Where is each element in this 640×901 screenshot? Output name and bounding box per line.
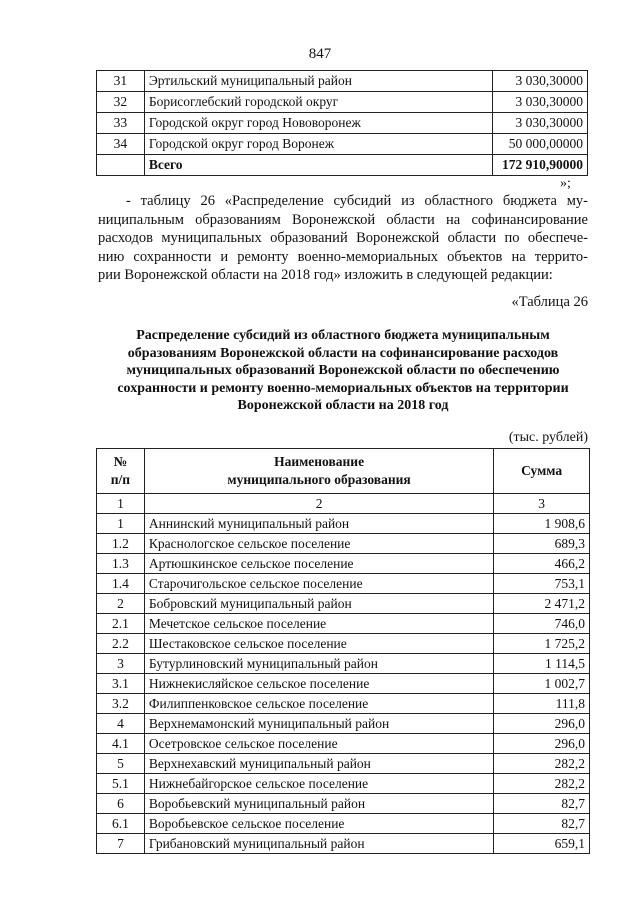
row-amount: 82,7	[494, 814, 590, 834]
row-number: 32	[97, 92, 145, 113]
row-amount: 50 000,00000	[493, 134, 588, 155]
row-number: 4.1	[97, 734, 145, 754]
table-row	[97, 794, 590, 814]
row-name: Верхнемамонский муниципальный район	[144, 714, 493, 734]
row-amount: 282,2	[494, 774, 590, 794]
heading-line: Воронежской области на 2018 год	[237, 398, 449, 414]
table-row	[97, 71, 588, 92]
row-amount: 296,0	[494, 714, 590, 734]
paragraph-line: ниципальным образованиям Воронежской области на софинансирование	[98, 211, 588, 228]
row-name: Борисоглебский городской округ	[144, 92, 492, 113]
table-row	[97, 774, 590, 794]
header-amount: Сумма	[494, 449, 590, 494]
paragraph-line: рии Воронежской области на 2018 год» изложить в следующей редакции:	[98, 267, 553, 284]
row-amount: 753,1	[494, 574, 590, 594]
row-number: 2.1	[97, 614, 145, 634]
total-amount: 172 910,90000	[493, 155, 588, 176]
row-number: 6	[97, 794, 145, 814]
row-number: 31	[97, 71, 145, 92]
row-number: 6.1	[97, 814, 145, 834]
row-name: Грибановский муниципальный район	[144, 834, 493, 854]
table-row	[97, 534, 590, 554]
row-amount: 282,2	[494, 754, 590, 774]
row-name: Шестаковское сельское поселение	[144, 634, 493, 654]
table-row	[97, 634, 590, 654]
row-name: Эртильский муниципальный район	[144, 71, 492, 92]
table-label: «Таблица 26	[511, 294, 588, 310]
table-row	[97, 674, 590, 694]
closing-quote: »;	[560, 176, 571, 191]
table-row	[97, 814, 590, 834]
heading-line: Распределение субсидий из областного бюджета муниципальным	[136, 328, 550, 343]
row-name: Нижнекисляйское сельское поселение	[144, 674, 493, 694]
row-name: Краснологское сельское поселение	[144, 534, 493, 554]
units-label: (тыс. рублей)	[508, 430, 588, 445]
row-number: 3	[97, 654, 145, 674]
table-row	[97, 714, 590, 734]
table-row	[97, 834, 590, 854]
row-name: Воробьевский муниципальный район	[144, 794, 493, 814]
top-table	[96, 70, 588, 176]
row-number: 4	[97, 714, 145, 734]
row-number: 34	[97, 134, 145, 155]
row-name: Городской округ город Воронеж	[144, 134, 492, 155]
header-name	[144, 449, 493, 494]
row-amount: 1 725,2	[494, 634, 590, 654]
header-num-line1: №	[113, 454, 128, 469]
row-name: Воробьевское сельское поселение	[144, 814, 493, 834]
heading-line: муниципальных образований Воронежской области по обеспечению	[126, 363, 560, 379]
table-row	[97, 654, 590, 674]
row-number: 1.3	[97, 554, 145, 574]
row-name: Мечетское сельское поселение	[144, 614, 493, 634]
amendment-paragraph	[98, 192, 588, 285]
table-row	[97, 574, 590, 594]
row-number: 5.1	[97, 774, 145, 794]
table-row	[97, 514, 590, 534]
row-number: 2	[97, 594, 145, 614]
row-amount: 3 030,30000	[493, 113, 588, 134]
table-row	[97, 694, 590, 714]
row-amount: 689,3	[494, 534, 590, 554]
row-amount: 3 030,30000	[493, 92, 588, 113]
page-number: 847	[308, 46, 332, 62]
row-name: Артюшкинское сельское поселение	[144, 554, 493, 574]
row-number: 7	[97, 834, 145, 854]
header-num-line2: п/п	[110, 472, 131, 487]
column-index: 3	[494, 494, 590, 514]
row-name: Бобровский муниципальный район	[144, 594, 493, 614]
table-row	[97, 614, 590, 634]
table-row	[97, 113, 588, 134]
row-amount: 1 002,7	[494, 674, 590, 694]
row-name: Нижнебайгорское сельское поселение	[144, 774, 493, 794]
row-amount: 1 114,5	[494, 654, 590, 674]
row-name: Филиппенковское сельское поселение	[144, 694, 493, 714]
row-amount: 2 471,2	[494, 594, 590, 614]
header-name-line2: муниципального образования	[227, 472, 411, 487]
row-name: Верхнехавский муниципальный район	[144, 754, 493, 774]
row-name: Городской округ город Нововоронеж	[144, 113, 492, 134]
row-amount: 82,7	[494, 794, 590, 814]
row-number: 5	[97, 754, 145, 774]
main-table	[96, 448, 590, 854]
table-row	[97, 92, 588, 113]
total-num-cell	[97, 155, 145, 176]
table-row	[97, 734, 590, 754]
row-number: 33	[97, 113, 145, 134]
column-index: 1	[97, 494, 145, 514]
row-amount: 466,2	[494, 554, 590, 574]
row-number: 1.4	[97, 574, 145, 594]
column-index-row	[97, 494, 590, 514]
header-row	[97, 449, 590, 494]
table-row	[97, 134, 588, 155]
heading-line: сохранности и ремонту военно-мемориальных объектов на территории	[117, 380, 569, 396]
table-heading	[86, 327, 600, 415]
header-num	[97, 449, 145, 494]
table-row	[97, 554, 590, 574]
total-label: Всего	[144, 155, 492, 176]
table-row	[97, 754, 590, 774]
paragraph-line: нию сохранности и ремонту военно-мемориальных объектов на террито-	[98, 248, 588, 265]
column-index: 2	[144, 494, 493, 514]
row-name: Старочигольское сельское поселение	[144, 574, 493, 594]
row-number: 1.2	[97, 534, 145, 554]
table-row	[97, 594, 590, 614]
row-amount: 746,0	[494, 614, 590, 634]
paragraph-line: расходов муниципальных образований Воронежской области по обеспече-	[98, 230, 588, 247]
row-amount: 659,1	[494, 834, 590, 854]
paragraph-line: - таблицу 26 «Распределение субсидий из областного бюджета му-	[126, 193, 588, 209]
row-amount: 3 030,30000	[493, 71, 588, 92]
row-amount: 296,0	[494, 734, 590, 754]
row-number: 1	[97, 514, 145, 534]
heading-line: образованиям Воронежской области на софинансирование расходов	[127, 345, 559, 361]
header-name-line1: Наименование	[274, 454, 365, 469]
row-amount: 111,8	[494, 694, 590, 714]
row-name: Аннинский муниципальный район	[144, 514, 493, 534]
total-row	[97, 155, 588, 176]
row-amount: 1 908,6	[494, 514, 590, 534]
row-name: Бутурлиновский муниципальный район	[144, 654, 493, 674]
row-number: 2.2	[97, 634, 145, 654]
row-number: 3.2	[97, 694, 145, 714]
row-number: 3.1	[97, 674, 145, 694]
row-name: Осетровское сельское поселение	[144, 734, 493, 754]
